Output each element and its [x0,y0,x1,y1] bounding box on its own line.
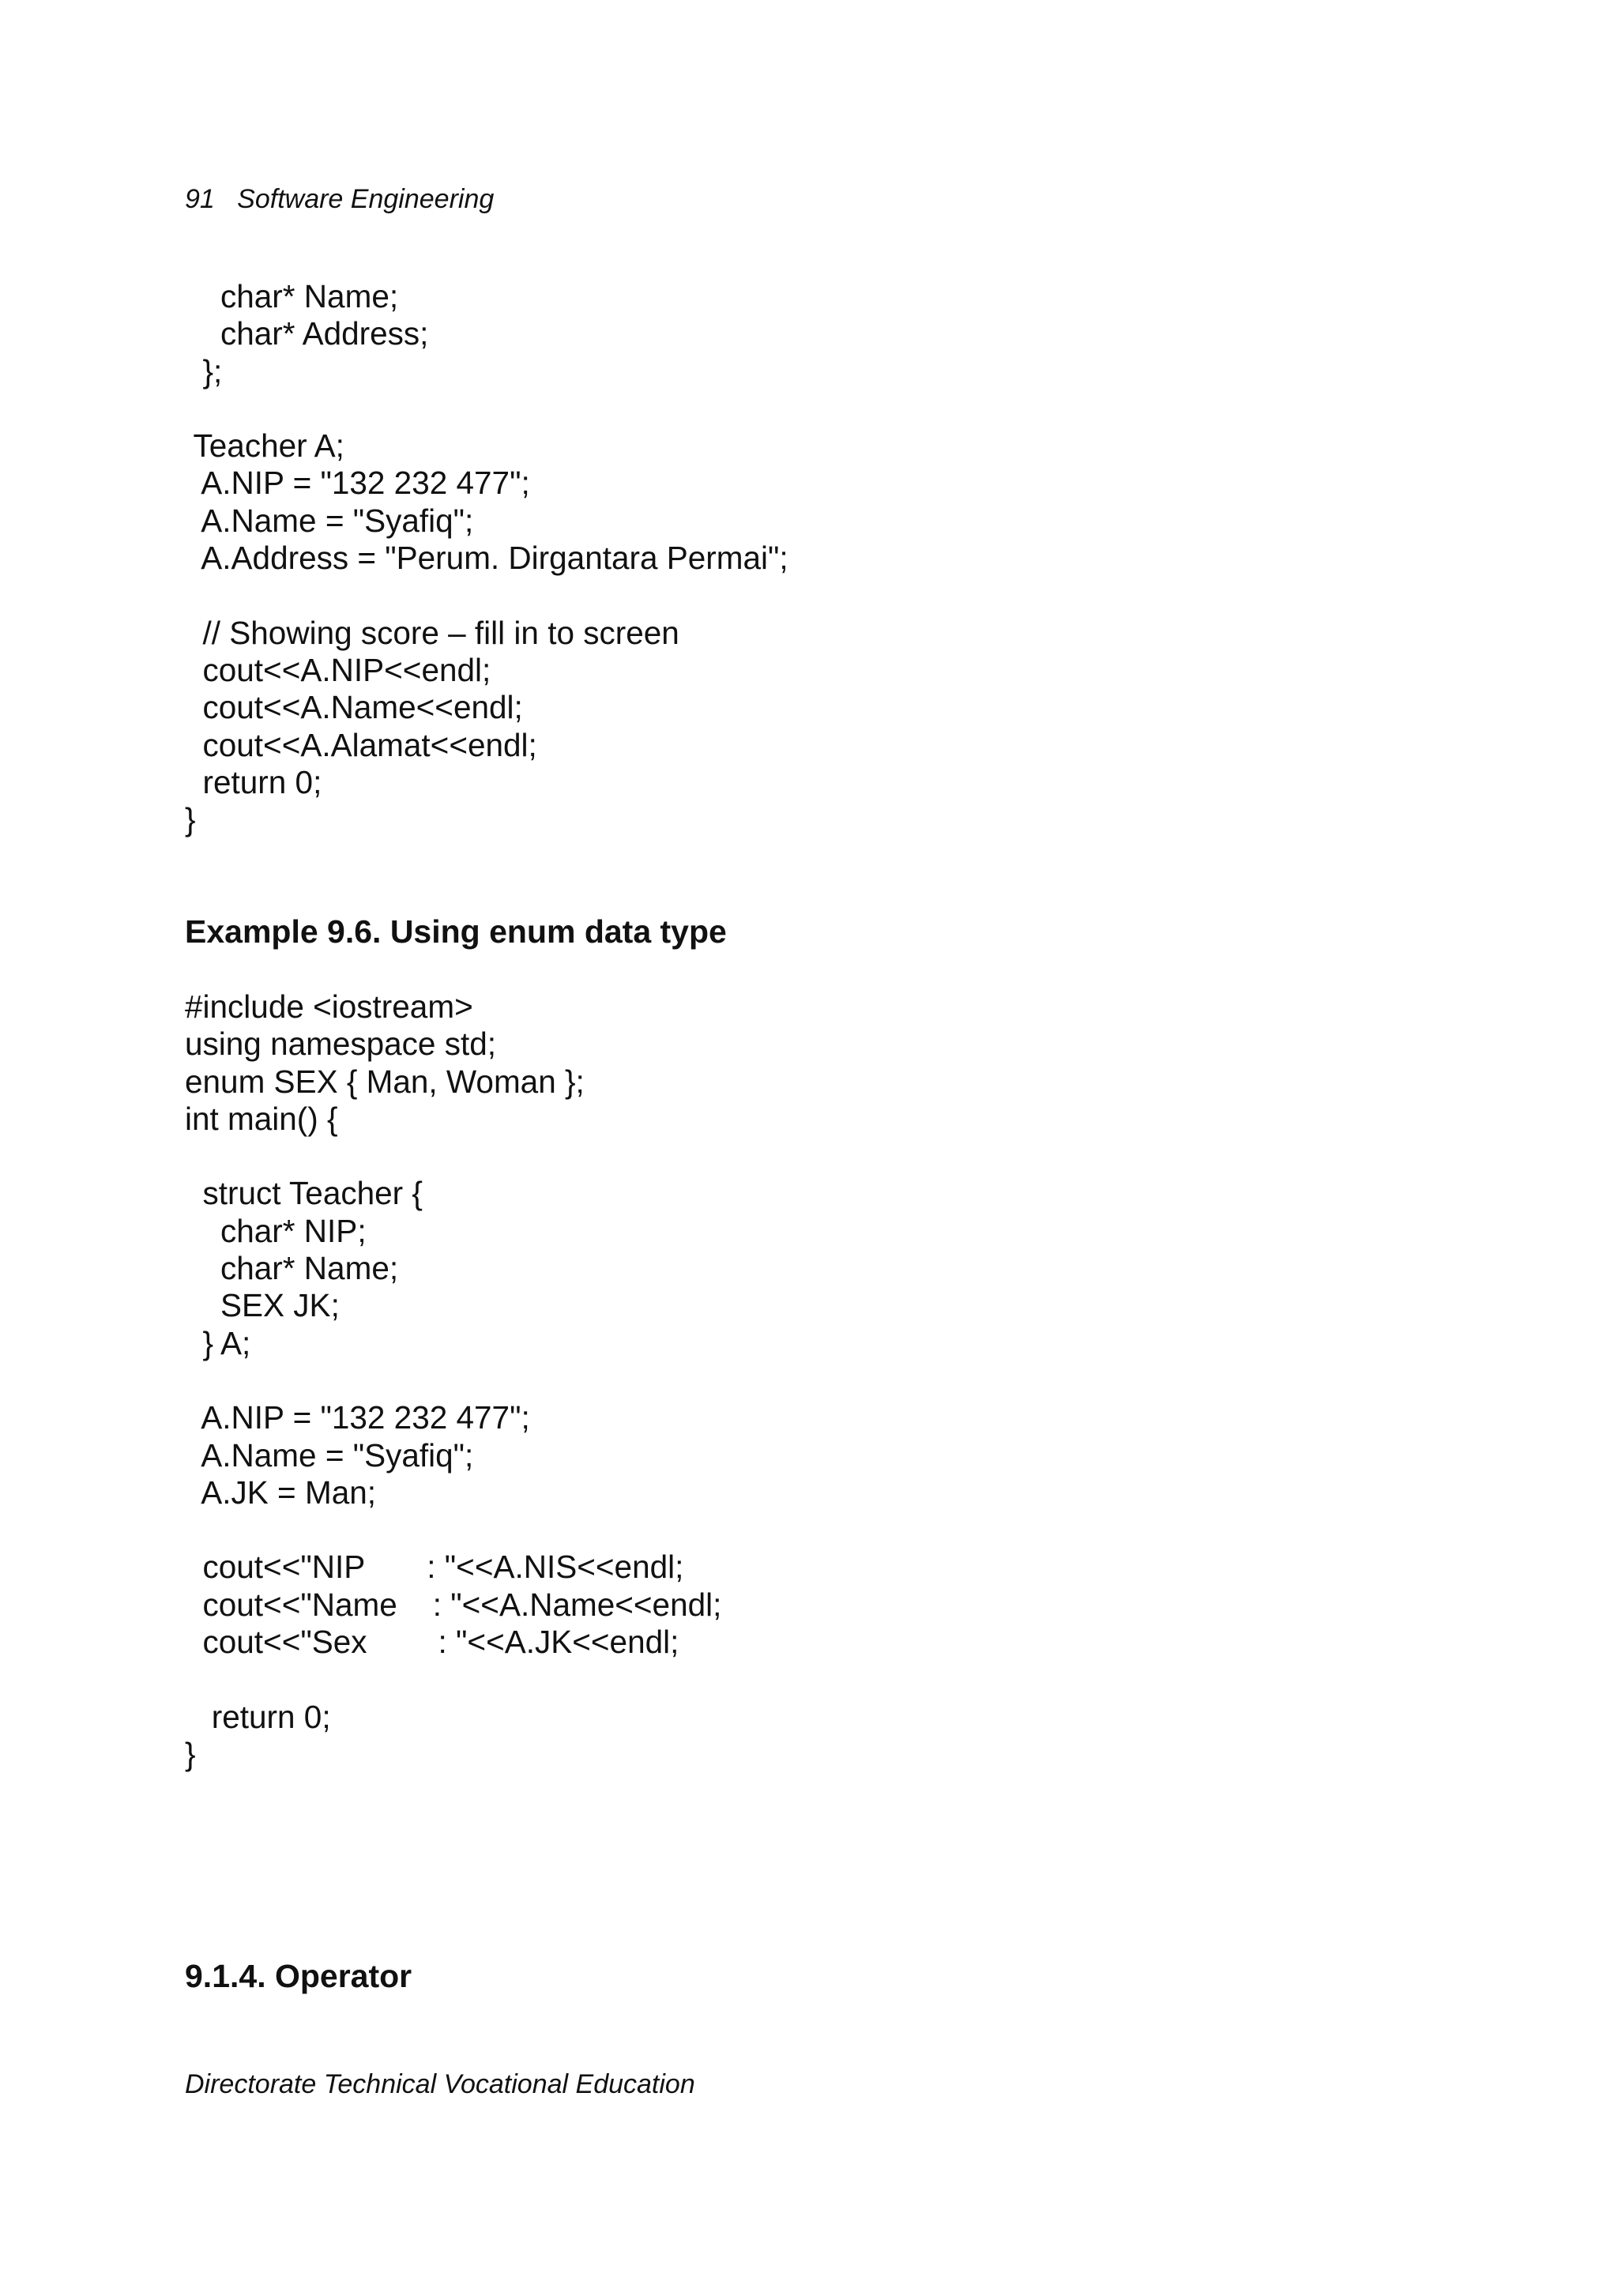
code-listing-example: #include <iostream> using namespace std; enum SEX { Man, Woman }; int main() { struct Teacher { char* NIP; char* Name; SEX JK; } A; A.NIP = "132 232 477"; A.Name = "Syafiq"; A.JK = Man; cout<<"NIP : "<<A.NIS<<endl; cout<<"Name : "<<A.Name<<endl; cout<<"Sex : "<<A.JK<<endl; return 0; } [185,988,722,1772]
page-footer: Directorate Technical Vocational Education [185,2069,695,2099]
header-title: Software Engineering [237,184,495,214]
code-listing-continued: char* Name; char* Address; }; Teacher A; A.NIP = "132 232 477"; A.Name = "Syafiq"; A.Address = "Perum. Dirgantara Permai"; // Showing score – fill in to screen cout<<A.NIP<<endl; cout<<A.Name<<endl; cout<<A.Alamat<<endl; return 0; } [185,278,788,838]
page-header [185,183,494,215]
example-heading: Example 9.6. Using enum data type [185,913,727,950]
page-number: 91 [185,184,215,214]
section-heading: 9.1.4. Operator [185,1958,412,1994]
